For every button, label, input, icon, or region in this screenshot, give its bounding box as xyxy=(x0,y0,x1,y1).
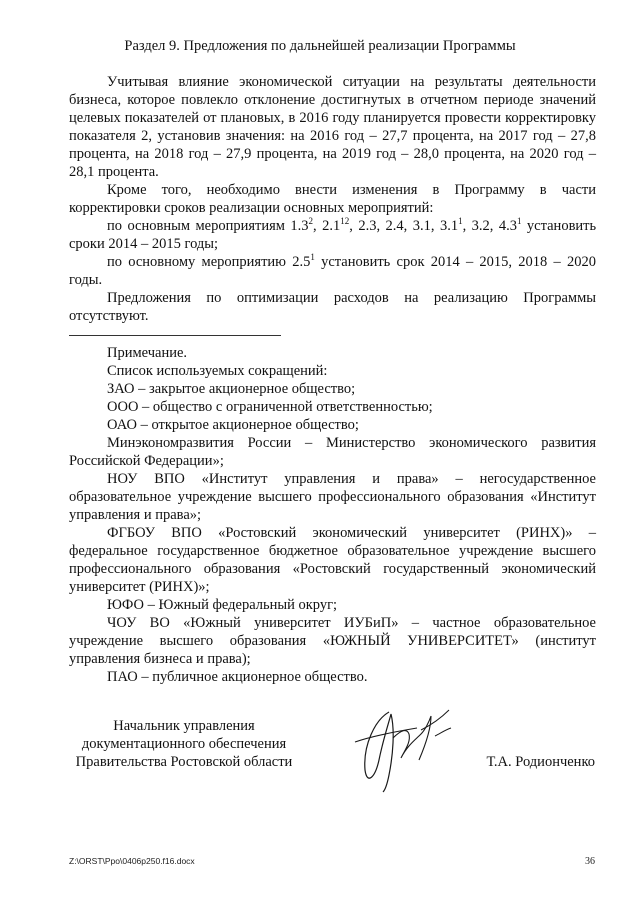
signatory-position xyxy=(69,717,299,771)
abbreviations-heading: Список используемых сокращений: xyxy=(107,363,328,379)
paragraph-main-measures xyxy=(69,217,596,253)
notes-heading: Примечание. xyxy=(107,345,188,361)
section-title: Раздел 9. Предложения по дальнейшей реализации Программы xyxy=(124,38,516,54)
document-body xyxy=(69,73,596,686)
measure-superscript: 2 xyxy=(308,216,314,226)
measures-list: $1.3^2$, $2.1^{12}$, 2.3, 2.4, 3.1, $3.1^1$, 3.2, $4.3^1$ xyxy=(290,216,522,234)
signatory-name: Т.А. Родионченко xyxy=(486,754,595,770)
measure-number: 1.3 xyxy=(290,218,309,234)
footnote-divider xyxy=(69,335,281,336)
measure-number: 4.3 xyxy=(498,218,517,234)
abbreviation-item: ЮФО – Южный федеральный округ; xyxy=(107,597,338,613)
signatory-line-3: Правительства Ростовской области xyxy=(75,754,293,770)
abbreviation-item: Минэкономразвития России – Министерство экономического развития Российской Федерации»; xyxy=(69,435,596,469)
measure-number: 3.1 xyxy=(412,218,431,234)
measure-2-5-prefix: по основному мероприятию 2.5 xyxy=(107,254,311,270)
handwritten-signature xyxy=(345,700,455,795)
measure-superscript: 1 xyxy=(516,216,522,226)
abbreviation-item: ЗАО – закрытое акционерное общество; xyxy=(107,381,356,397)
measure-superscript: 12 xyxy=(340,216,350,226)
signatory-line-1: Начальник управления xyxy=(113,718,255,734)
abbreviation-item: ЧОУ ВО «Южный университет ИУБиП» – частное образовательное учреждение высшего образования «ЮЖНЫЙ УНИВЕРСИТЕТ» (институт управления бизнеса и права); xyxy=(69,615,596,667)
measure-number: 3.2 xyxy=(471,218,490,234)
measure-number: 2.1 xyxy=(322,218,341,234)
abbreviation-item: ОАО – открытое акционерное общество; xyxy=(107,417,359,433)
measure-superscript: 1 xyxy=(458,216,463,226)
paragraph-economic-situation: Учитывая влияние экономической ситуации на результаты деятельности бизнеса, которое повлекло отклонение достигнутых в отчетном периоде значений целевых показателей от плановых, в 2016 году планируется провести корректировку показателя 2, установив значения: на 2016 год – 27,7 процента, на 2017 год – 27,8 процента, на 2018 год – 27,9 процента, на 2019 год – 28,0 процента, на 2020 год – 28,1 процента. xyxy=(69,74,596,180)
file-path: Z:\ORST\Ppo\0406p250.f16.docx xyxy=(69,856,195,866)
abbreviation-item: ООО – общество с ограниченной ответственностью; xyxy=(107,399,433,415)
measures-suffix: установить сроки 2014 – 2015 годы; xyxy=(69,218,597,252)
paragraph-optimization: Предложения по оптимизации расходов на реализацию Программы отсутствуют. xyxy=(69,290,596,324)
paragraph-program-changes: Кроме того, необходимо внести изменения в Программу в части корректировки сроков реализации основных мероприятий: xyxy=(69,182,596,216)
page-number: 36 xyxy=(585,856,595,867)
measure-number: 2.3 xyxy=(358,218,377,234)
abbreviation-item: ФГБОУ ВПО «Ростовский экономический университет (РИНХ)» – федеральное государственное бюджетное образовательное учреждение высшего профессионального образования «Ростовский государственный экономический университет (РИНХ)»; xyxy=(69,525,596,595)
measure-number: 2.4 xyxy=(385,218,404,234)
measure-2-5-suffix: установить срок 2014 – 2015, 2018 – 2020 годы. xyxy=(69,254,596,288)
paragraph-measure-2-5 xyxy=(69,253,596,289)
signatory-line-2: документационного обеспечения xyxy=(81,736,287,752)
abbreviation-item: ПАО – публичное акционерное общество. xyxy=(107,669,368,685)
abbreviation-item: НОУ ВПО «Институт управления и права» – негосударственное образовательное учреждение высшего профессионального образования «Институт управления и права»; xyxy=(69,471,596,523)
measure-number: 3.1 xyxy=(439,218,459,234)
measures-prefix: по основным мероприятиям xyxy=(107,218,285,234)
measure-2-5-sup: 1 xyxy=(310,252,315,262)
